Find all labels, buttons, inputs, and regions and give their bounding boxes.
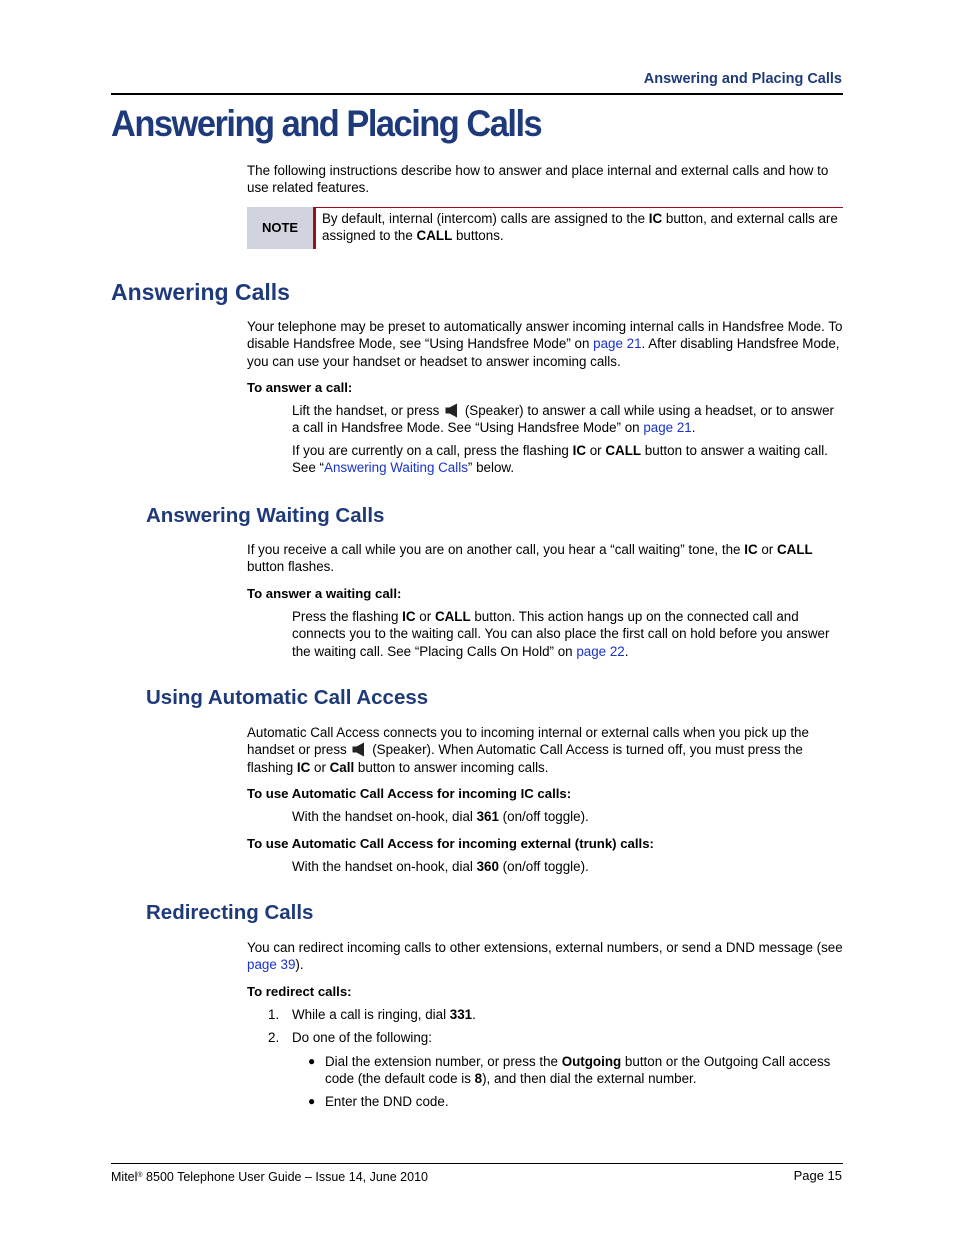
procedure-heading: To use Automatic Call Access for incoming external (trunk) calls: xyxy=(247,836,654,851)
bullet-item: Dial the extension number, or press the Outgoing button or the Outgoing Call access code (the default code is 8), and then dial the external number. xyxy=(325,1054,831,1087)
section-link[interactable]: Answering Waiting Calls xyxy=(324,460,468,476)
section-heading-waiting-calls: Answering Waiting Calls xyxy=(146,504,385,527)
step-paragraph: Lift the handset, or press (Speaker) to answer a call while using a headset, or to answer a call in Handsfree Mode. See “Using Handsfree Mode” on page 21. xyxy=(292,403,835,436)
speaker-icon xyxy=(445,403,459,418)
page-link[interactable]: page 21 xyxy=(643,420,692,436)
numbered-step: While a call is ringing, dial 331. xyxy=(292,1007,476,1022)
page-link[interactable]: page 39 xyxy=(247,957,296,973)
bullet-marker: ● xyxy=(308,1054,316,1068)
waiting-paragraph: If you receive a call while you are on another call, you hear a “call waiting” tone, the IC or CALL button flashes. xyxy=(247,542,813,575)
page-link[interactable]: page 21 xyxy=(593,336,642,352)
note-box xyxy=(247,207,843,249)
procedure-heading: To redirect calls: xyxy=(247,984,352,999)
section-heading-answering-calls: Answering Calls xyxy=(111,279,290,305)
step-number: 2. xyxy=(268,1030,280,1045)
redirect-paragraph: You can redirect incoming calls to other extensions, external numbers, or send a DND message (see page 39). xyxy=(247,940,843,973)
footer-document-title: Mitel® 8500 Telephone User Guide – Issue 14, June 2010 xyxy=(111,1170,428,1184)
section-heading-redirecting-calls: Redirecting Calls xyxy=(146,901,314,924)
answering-paragraph: Your telephone may be preset to automatically answer incoming internal calls in Handsfree Mode. To disable Handsfree Mode, see “Using Handsfree Mode” on page 21. After disabling Handsfree Mode, you can use your handset or headset to answer incoming calls. xyxy=(247,319,843,369)
page-link[interactable]: page 22 xyxy=(576,643,625,659)
footer-rule xyxy=(111,1163,843,1164)
auto-paragraph: Automatic Call Access connects you to incoming internal or external calls when you pick up the handset or press (Speaker). When Automatic Call Access is turned off, you must press the flashing IC or Call button to answer incoming calls. xyxy=(247,725,809,775)
step-paragraph: With the handset on-hook, dial 360 (on/off toggle). xyxy=(292,859,589,874)
intro-paragraph: The following instructions describe how to answer and place internal and external calls and how to use related features. xyxy=(247,163,829,196)
bullet-item: Enter the DND code. xyxy=(325,1094,449,1109)
header-rule xyxy=(111,93,843,95)
step-number: 1. xyxy=(268,1007,280,1022)
procedure-heading: To answer a waiting call: xyxy=(247,586,402,601)
note-label: NOTE xyxy=(247,207,313,249)
step-paragraph: If you are currently on a call, press the flashing IC or CALL button to answer a waiting call. See “Answering Waiting Calls” below. xyxy=(292,443,828,476)
procedure-heading: To answer a call: xyxy=(247,380,353,395)
procedure-heading: To use Automatic Call Access for incoming IC calls: xyxy=(247,786,572,801)
bullet-marker: ● xyxy=(308,1094,316,1108)
numbered-step: Do one of the following: xyxy=(292,1030,432,1045)
note-top-rule xyxy=(316,207,843,208)
section-heading-automatic-call-access: Using Automatic Call Access xyxy=(146,686,429,709)
note-accent-bar xyxy=(313,207,316,249)
page-number: Page 15 xyxy=(793,1168,842,1183)
speaker-icon xyxy=(352,742,366,757)
page-title: Answering and Placing Calls xyxy=(111,103,542,144)
note-text: By default, internal (intercom) calls are assigned to the IC button, and external calls are assigned to the CALL buttons. xyxy=(322,211,838,244)
step-paragraph: With the handset on-hook, dial 361 (on/off toggle). xyxy=(292,809,589,824)
step-paragraph: Press the flashing IC or CALL button. This action hangs up on the connected call and connects you to the waiting call. You can also place the first call on hold before you answer the waiting call. See “Placing Calls On Hold” on page 22. xyxy=(292,609,830,659)
running-head: Answering and Placing Calls xyxy=(643,71,842,87)
